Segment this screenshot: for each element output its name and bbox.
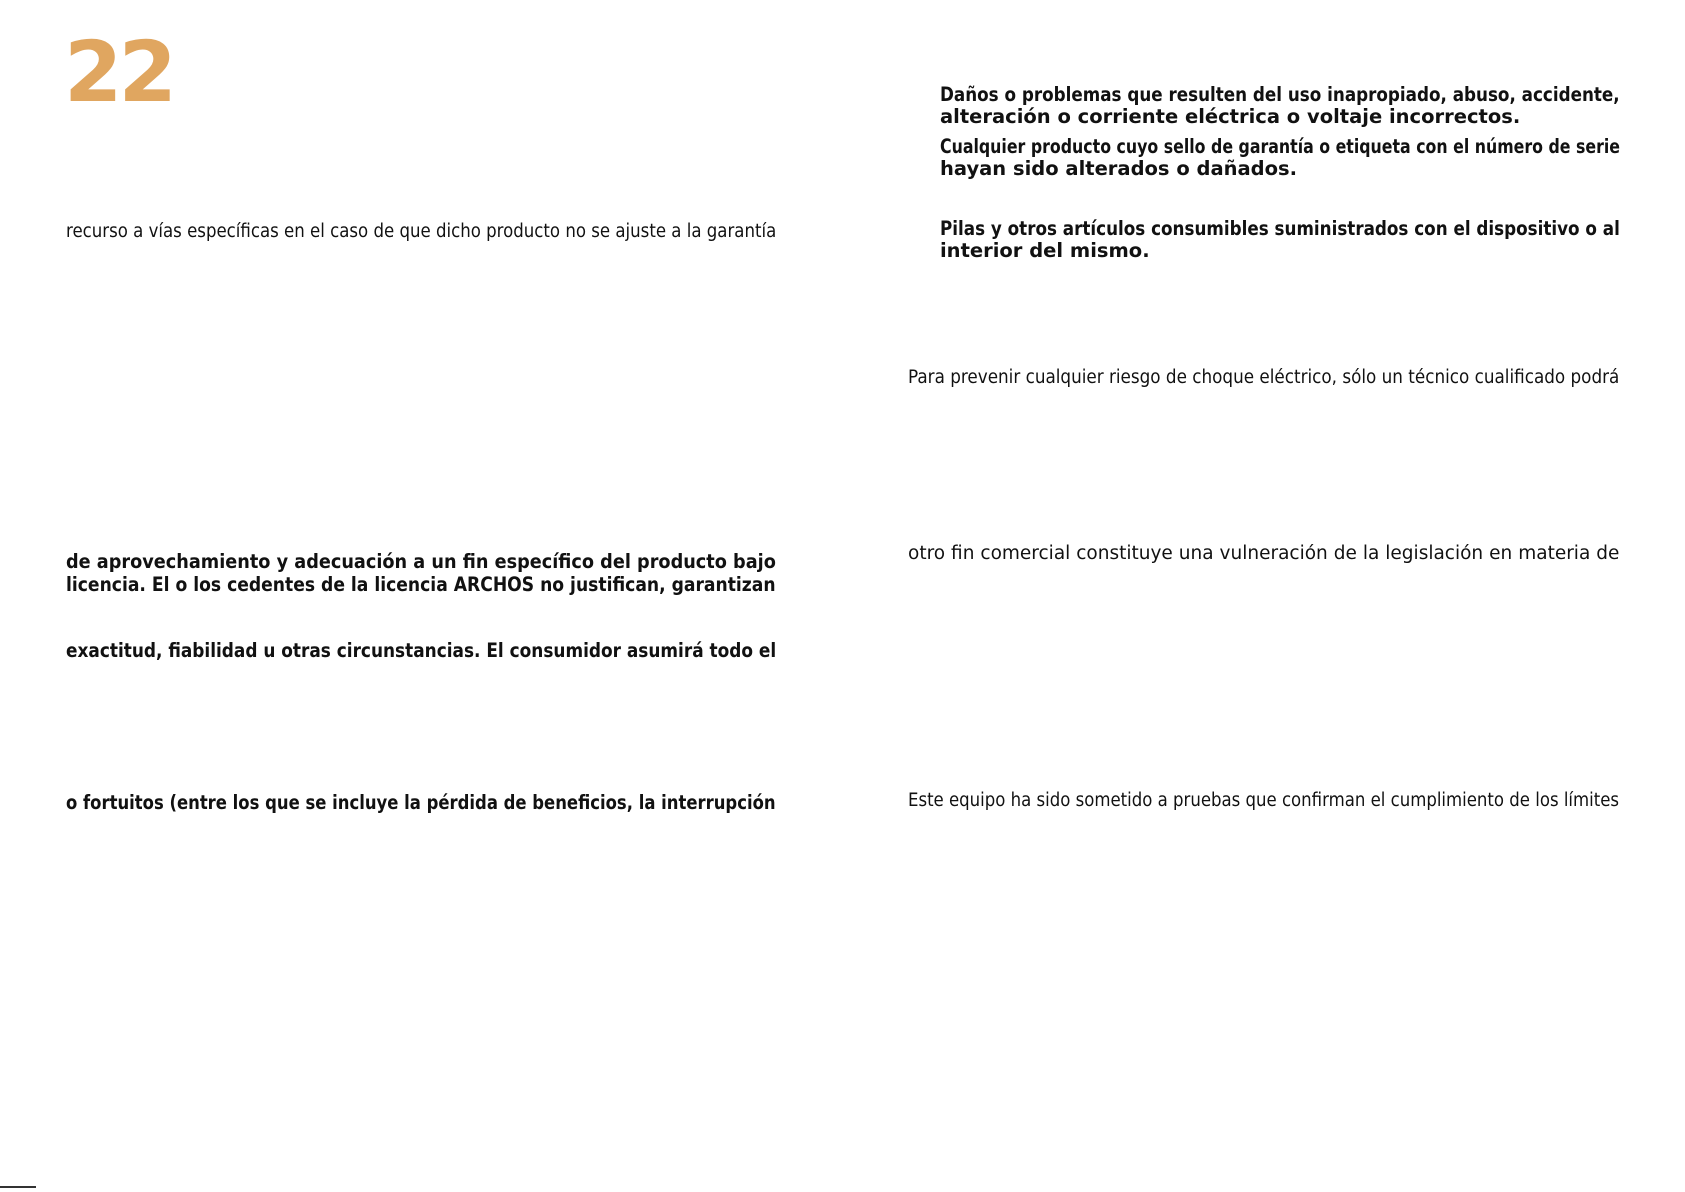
right-text-line: Para prevenir cualquier riesgo de choque eléctrico, sólo un técnico cualificado podrá (908, 367, 1620, 388)
exclusion-item-serial (940, 136, 1620, 180)
exclusion-line: alteración o corriente eléctrica o voltaje incorrectos. (940, 105, 1521, 128)
exclusion-line: Pilas y otros artículos consumibles suministrados con el dispositivo o al (940, 217, 1620, 240)
exclusion-item-misuse (940, 84, 1620, 128)
exclusion-line: Cualquier producto cuyo sello de garantía o etiqueta con el número de serie (940, 135, 1621, 158)
left-bold-line: licencia. El o los cedentes de la licencia ARCHOS no justifican, garantizan (66, 573, 776, 596)
left-bold-line: o fortuitos (entre los que se incluye la pérdida de beneficios, la interrupción (66, 791, 776, 814)
left-text-line: recurso a vías específicas en el caso de que dicho producto no se ajuste a la garantía (66, 221, 777, 242)
exclusion-line: interior del mismo. (940, 239, 1150, 262)
exclusion-item-consumables (940, 218, 1620, 262)
exclusion-line: Daños o problemas que resulten del uso inapropiado, abuso, accidente, (940, 83, 1620, 106)
right-text-line: otro fin comercial constituye una vulneración de la legislación en materia de (908, 543, 1620, 564)
right-text-line: Este equipo ha sido sometido a pruebas que confirman el cumplimiento de los límites (908, 790, 1620, 811)
exclusion-line: hayan sido alterados o dañados. (940, 157, 1298, 180)
left-bold-line: exactitud, fiabilidad u otras circunstancias. El consumidor asumirá todo el (66, 639, 777, 662)
footer-mark (0, 1186, 36, 1188)
page-number: 22 (64, 23, 173, 121)
left-bold-line: de aprovechamiento y adecuación a un fin específico del producto bajo (66, 550, 776, 573)
